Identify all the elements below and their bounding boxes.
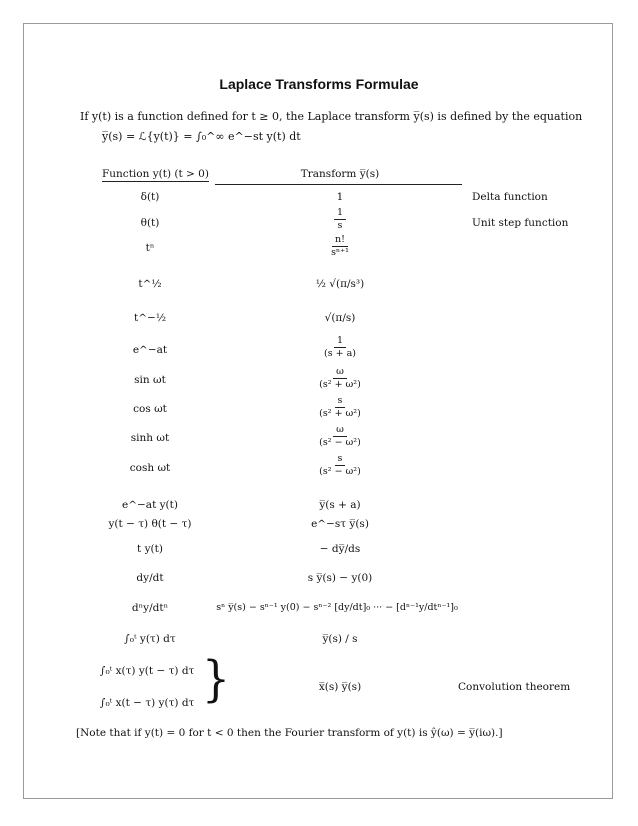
row-function: e^−at y(t) xyxy=(122,499,178,511)
row-function: t y(t) xyxy=(137,543,163,555)
fraction-denominator: sⁿ⁺¹ xyxy=(331,247,349,258)
row-transform: s y̅(s) − y(0) xyxy=(307,572,373,584)
fraction-numerator: ω xyxy=(333,424,347,437)
function-column-header: Function y(t) (t > 0) xyxy=(102,168,209,180)
row-function: y(t − τ) θ(t − τ) xyxy=(108,518,192,530)
fraction-numerator: s xyxy=(335,453,346,466)
footnote: [Note that if y(t) = 0 for t < 0 then the Fourier transform of y(t) is ŷ(ω) = y̅(iω).] xyxy=(76,727,503,739)
row-function: θ(t) xyxy=(140,217,160,229)
row-function: cos ωt xyxy=(133,403,167,415)
row-transform xyxy=(240,453,440,478)
row-transform xyxy=(240,335,440,360)
row-transform xyxy=(240,395,440,420)
fraction-denominator: (s² − ω²) xyxy=(319,466,361,477)
row-transform: y̅(s + a) xyxy=(319,499,361,511)
row-note: Delta function xyxy=(472,191,548,203)
row-function: δ(t) xyxy=(140,191,160,203)
intro-text: If y(t) is a function defined for t ≥ 0, the Laplace transform y̅(s) is defined by the equation xyxy=(80,110,583,123)
fraction-denominator: (s + a) xyxy=(324,348,356,359)
row-function: t^−½ xyxy=(134,312,166,324)
fraction-denominator: (s² − ω²) xyxy=(319,437,361,448)
row-function: ∫₀ᵗ y(τ) dτ xyxy=(124,633,176,645)
fraction-denominator: (s² + ω²) xyxy=(319,408,361,419)
row-transform: y̅(s) / s xyxy=(322,633,358,645)
fraction-numerator: n! xyxy=(332,234,348,247)
row-transform: x̅(s) y̅(s) xyxy=(318,681,362,693)
fraction-numerator: 1 xyxy=(334,335,346,348)
row-function: sinh ωt xyxy=(130,432,170,444)
row-transform: √(π/s) xyxy=(324,312,356,324)
row-function: t^½ xyxy=(138,278,162,290)
row-transform: sⁿ y̅(s) − sⁿ⁻¹ y(0) − sⁿ⁻² [dy/dt]₀ ··· − [dⁿ⁻¹y/dtⁿ⁻¹]₀ xyxy=(216,602,458,613)
row-transform xyxy=(240,424,440,449)
page-title: Laplace Transforms Formulae xyxy=(219,76,419,92)
fraction-denominator: s xyxy=(337,220,343,231)
row-function: dy/dt xyxy=(136,572,164,584)
laplace-definition: y̅(s) = ℒ{y(t)} = ∫₀^∞ e^−st y(t) dt xyxy=(102,130,301,143)
row-transform xyxy=(240,366,440,391)
row-transform xyxy=(240,234,440,259)
convolution-integral-1: ∫₀ᵗ x(τ) y(t − τ) dτ xyxy=(100,665,195,677)
row-transform: ½ √(π/s³) xyxy=(315,278,365,290)
row-function: sin ωt xyxy=(134,374,166,386)
fraction-numerator: 1 xyxy=(334,207,346,220)
row-transform: e^−sτ y̅(s) xyxy=(311,518,369,530)
convolution-integral-2: ∫₀ᵗ x(t − τ) y(τ) dτ xyxy=(100,697,195,709)
row-transform: − dy̅/ds xyxy=(319,543,361,555)
row-note: Convolution theorem xyxy=(458,681,571,693)
row-function: e^−at xyxy=(132,344,168,356)
fraction-denominator: (s² + ω²) xyxy=(319,379,361,390)
fraction-numerator: s xyxy=(335,395,346,408)
row-function: tⁿ xyxy=(145,242,155,254)
transform-column-header: Transform y̅(s) xyxy=(300,168,380,180)
header-rule xyxy=(215,184,462,185)
fraction-numerator: ω xyxy=(333,366,347,379)
row-function: dⁿy/dtⁿ xyxy=(131,602,169,614)
row-note: Unit step function xyxy=(472,217,569,229)
right-brace: } xyxy=(202,651,230,708)
row-function: cosh ωt xyxy=(129,462,171,474)
row-transform xyxy=(240,207,440,232)
row-transform: 1 xyxy=(336,191,344,203)
